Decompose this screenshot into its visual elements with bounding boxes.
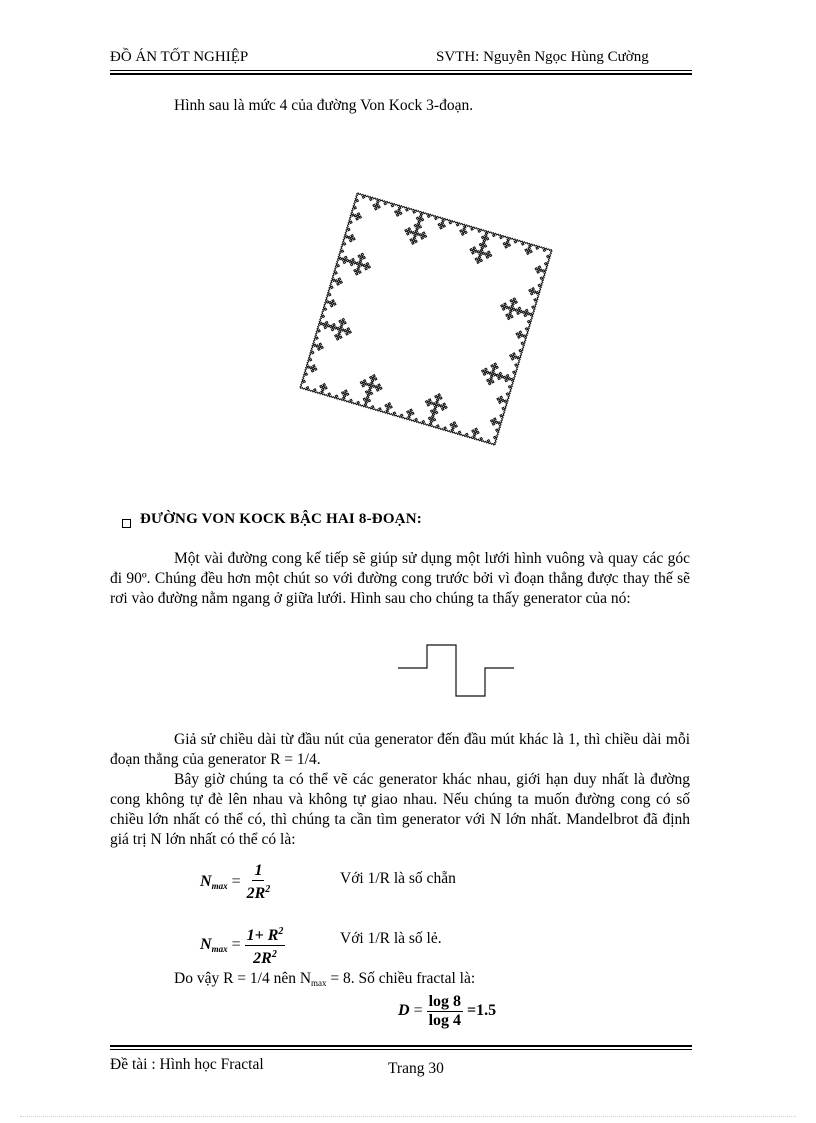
formula3-num: log 8	[428, 993, 462, 1010]
formula-nmax-even	[200, 862, 272, 903]
conclusion-sub: max	[311, 978, 327, 988]
formula2-den: 2R	[253, 950, 272, 967]
formula3-lhs: D	[398, 1002, 410, 1020]
formula1-eq: =	[231, 873, 241, 891]
formula2-den-sup: 2	[271, 949, 277, 960]
von-koch-level4-figure	[240, 138, 612, 500]
formula2-lhs: N	[200, 936, 212, 954]
header-rule-thin	[110, 70, 692, 71]
section-bullet	[122, 515, 131, 533]
conclusion-text	[174, 969, 475, 993]
paragraph-3: Bây giờ chúng ta có thể vẽ các generator khác nhau, giới hạn duy nhất là đường cong không tự đè lên nhau và không tự giao nhau. Nếu chúng ta muốn đường cong có số chiều lớn nhất có thể có, thì chúng ta cần tìm generator với N lớn nhất. Mandelbrot đã định giá trị N lớn nhất có thể có là:	[110, 771, 690, 848]
conclusion-post: = 8. Số chiều fractal là:	[326, 970, 476, 987]
formula3-eq: =	[413, 1002, 423, 1020]
formula2-lhs-sub: max	[211, 944, 228, 955]
formula1-note: Với 1/R là số chẵn	[340, 870, 456, 887]
conclusion-pre: Do vậy R = 1/4 nên N	[174, 970, 312, 987]
formula1-num: 1	[254, 862, 263, 879]
header-left: ĐỒ ÁN TỐT NGHIỆP	[110, 49, 249, 65]
generator-figure	[396, 640, 518, 700]
formula1-den: 2R	[246, 885, 266, 902]
formula3-result: =1.5	[467, 1002, 497, 1020]
von-koch-curve	[300, 193, 552, 445]
formula2-eq: =	[231, 936, 241, 954]
page-bottom-dotted-edge	[20, 1116, 796, 1117]
footer-topic: Đề tài : Hình học Fractal	[110, 1056, 264, 1073]
paragraph-2: Giả sử chiều dài từ đầu nút của generator đến đầu mút khác là 1, thì chiều dài mỗi đoạn thẳng của generator R = 1/4.	[110, 731, 690, 768]
footer-rule-thick	[110, 1045, 692, 1047]
formula2-num-sup: 2	[278, 926, 284, 937]
intro-text: Hình sau là mức 4 của đường Von Kock 3-đoạn.	[174, 97, 474, 114]
footer-rule-thin	[110, 1049, 692, 1050]
formula-nmax-odd	[200, 923, 285, 968]
formula2-note: Với 1/R là số lẻ.	[340, 930, 442, 947]
section-title: ĐƯỜNG VON KOCK BẬC HAI 8-ĐOẠN:	[140, 511, 422, 527]
header-right: SVTH: Nguyễn Ngọc Hùng Cường	[436, 49, 649, 65]
footer-page: Trang 30	[388, 1060, 444, 1077]
generator-curve	[398, 645, 514, 696]
formula1-den-sup: 2	[265, 884, 271, 895]
formula-fractal-dimension	[398, 993, 496, 1030]
formula1-lhs-sub: max	[211, 881, 228, 892]
paragraph-1: Một vài đường cong kế tiếp sẽ giúp sử dụng một lưới hình vuông và quay các góc đi 90º. Chúng đều hơn một chút so với đường cong trước bởi vì đoạn thẳng được thay thế sẽ rơi vào đường nằm ngang ở giữa lưới. Hình sau cho chúng ta thấy generator của nó:	[110, 550, 690, 607]
formula3-den: log 4	[428, 1012, 462, 1029]
formula1-lhs: N	[200, 873, 212, 891]
formula2-num: 1+ R	[246, 927, 279, 944]
header-rule-thick	[110, 73, 692, 75]
